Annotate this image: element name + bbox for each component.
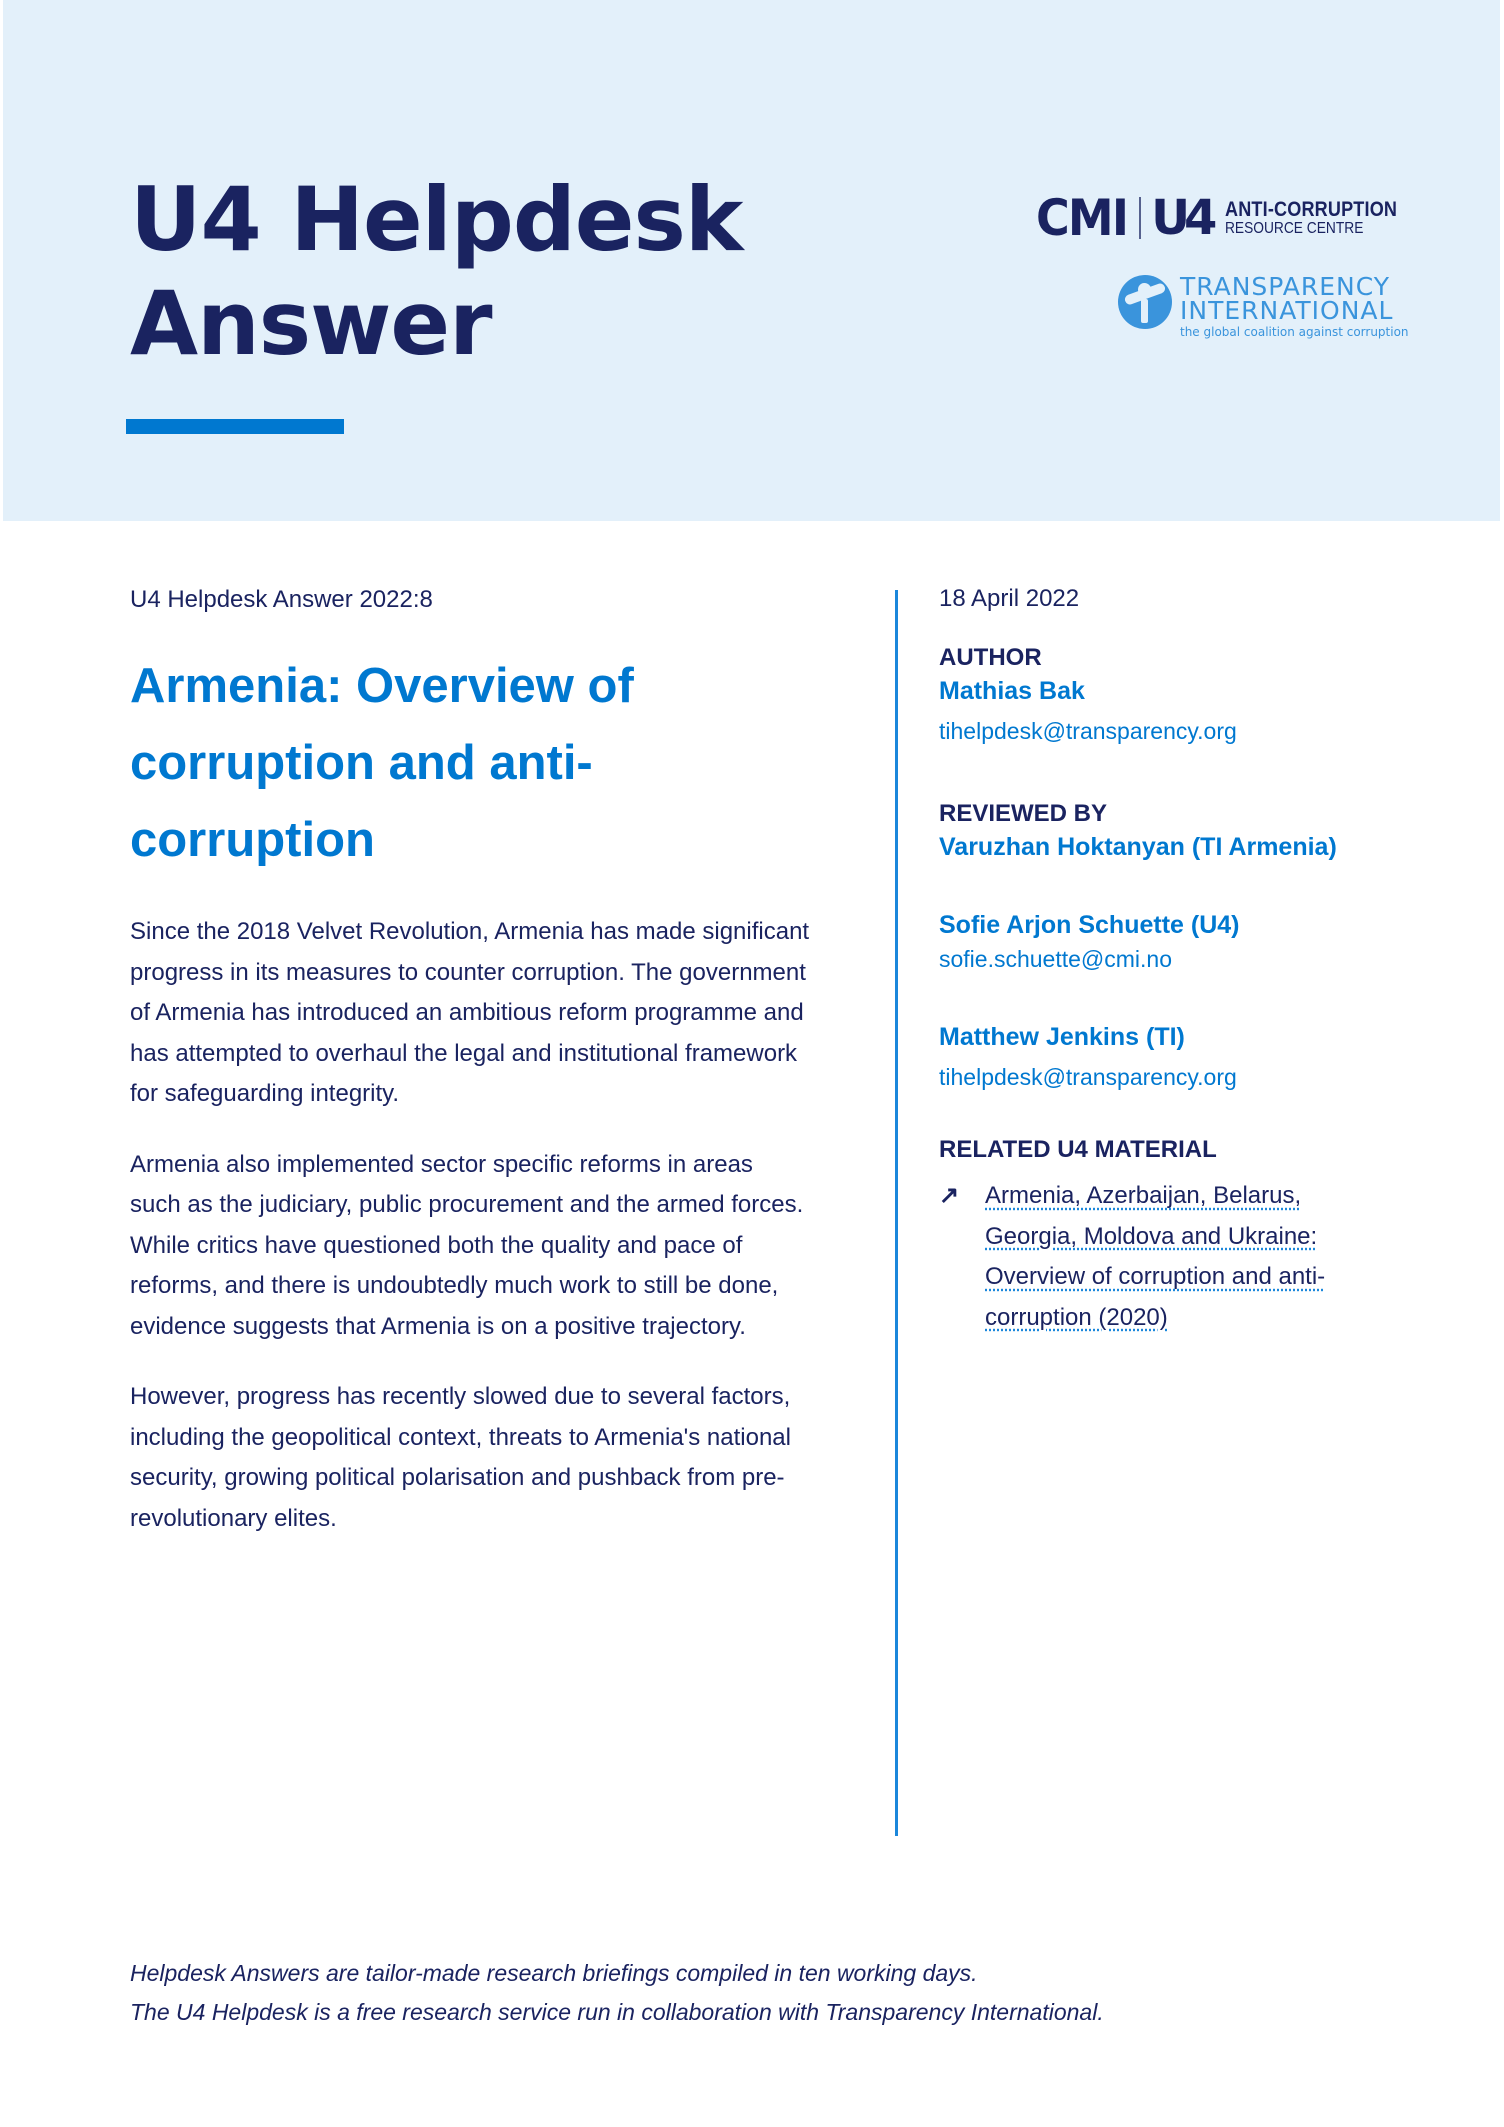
u4-wordmark (1225, 199, 1425, 237)
accent-bar (126, 419, 344, 434)
summary-paragraph: However, progress has recently slowed due to several factors, including the geopolitical context, threats to Armenia's national security, growing political polarisation and pushback from pre-revolutionary elites. (130, 1383, 791, 1532)
ti-tagline: the global coalition against corruption (1180, 325, 1409, 339)
reviewer-email-link[interactable]: sofie.schuette@cmi.no (939, 946, 1173, 972)
reviewer-name: Matthew Jenkins (TI) (939, 1023, 1185, 1051)
column-divider (895, 590, 898, 1836)
u4-wordmark-line1: ANTI-CORRUPTION (1225, 198, 1398, 221)
ti-wordmark (1180, 272, 1409, 340)
arrow-up-right-icon: ↗ (939, 1182, 960, 1209)
footer-line-2: The U4 Helpdesk is a free research service run in collaboration with Transparency International. (130, 1999, 1104, 2025)
transparency-international-logo (1118, 272, 1409, 340)
cmi-u4-logo (1036, 189, 1426, 247)
logo-separator (1139, 197, 1141, 239)
publication-type-title (130, 168, 742, 376)
u4-wordmark-line2: RESOURCE CENTRE (1225, 220, 1364, 237)
footer-line-1: Helpdesk Answers are tailor-made research briefings compiled in ten working days. (130, 1960, 978, 1986)
reviewer-name: Sofie Arjon Schuette (U4) (939, 911, 1240, 939)
related-material-label: RELATED U4 MATERIAL (939, 1136, 1217, 1163)
document-title: Armenia: Overview of corruption and anti-corruption (130, 659, 634, 867)
reviewer-email-link[interactable]: tihelpdesk@transparency.org (939, 1064, 1237, 1090)
reviewer-name: Varuzhan Hoktanyan (TI Armenia) (939, 833, 1337, 861)
series-number: U4 Helpdesk Answer 2022:8 (130, 586, 433, 613)
ti-wordmark-line2: INTERNATIONAL (1180, 296, 1394, 325)
ti-wordmark-line1: TRANSPARENCY (1180, 272, 1391, 301)
summary (130, 912, 810, 1569)
ti-emblem-icon (1118, 275, 1172, 329)
author-label: AUTHOR (939, 644, 1042, 671)
author-name: Mathias Bak (939, 677, 1085, 705)
summary-paragraph: Armenia also implemented sector specific reforms in areas such as the judiciary, public procurement and the armed forces. While critics have questioned both the quality and pace of reforms, and there is undoubtedly much work to still be done, evidence suggests that Armenia is on a positive trajectory. (130, 1150, 804, 1340)
related-material-link[interactable]: Armenia, Azerbaijan, Belarus, Georgia, Moldova and Ukraine: Overview of corruption and anti-corruption (2020) (985, 1182, 1326, 1331)
metadata-sidebar (939, 584, 1399, 1338)
cmi-wordmark: CMI (1036, 189, 1128, 247)
title-line-1: U4 Helpdesk (130, 168, 743, 271)
reviewed-by-label: REVIEWED BY (939, 800, 1108, 827)
title-line-2: Answer (130, 272, 492, 375)
footer-note (130, 1954, 1104, 2032)
u4-logo-icon: U4 (1151, 190, 1212, 246)
author-email-link[interactable]: tihelpdesk@transparency.org (939, 718, 1237, 744)
summary-paragraph: Since the 2018 Velvet Revolution, Armenia has made significant progress in its measures to counter corruption. The government of Armenia has introduced an ambitious reform programme and has attempted to overhaul the legal and institutional framework for safeguarding integrity. (130, 918, 810, 1107)
related-material-item[interactable] (939, 1176, 1399, 1338)
publication-date: 18 April 2022 (939, 585, 1080, 612)
